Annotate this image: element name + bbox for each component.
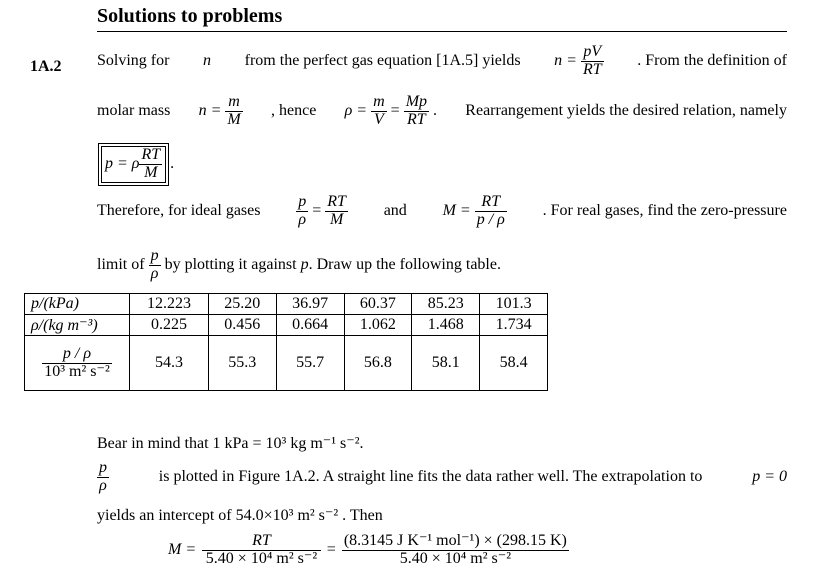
text-and: and [383, 202, 407, 220]
fraction-p-over-rho: $\frac{p}{\rho}$ [150, 247, 159, 282]
plot-sentence: $\frac{p}{\rho}$ is plotted in Figure 1A.2. A straight line fits the data rather well. The extrapolation to p = 0 [99, 459, 787, 494]
boxed-equation: p = ρ $\frac{RT}{M}$ . [101, 146, 174, 183]
table-cell: 55.3 [208, 336, 276, 391]
paragraph-line-2 [97, 94, 787, 129]
paragraph-line-3 [97, 194, 787, 229]
table-cell: 0.664 [276, 315, 344, 336]
equation-M: M = $\frac{RT}{p / \rho}$ [442, 193, 505, 228]
table-cell: 58.4 [480, 336, 548, 391]
table-cell: 1.734 [480, 315, 548, 336]
text-molar-mass: molar mass [97, 102, 171, 120]
table-cell: 56.8 [344, 336, 412, 391]
equation-n: n = $\frac{pV}{RT}$ [554, 43, 602, 78]
table-cell: 85.23 [412, 294, 480, 315]
row-label-p-over-rho: $\frac{p / \rho}{\text{10³ m² s⁻²}}$ [25, 336, 130, 391]
table-cell: 0.225 [130, 315, 209, 336]
data-table [24, 293, 548, 391]
table-row-density [25, 315, 548, 336]
table-row-p-over-rho [25, 336, 548, 391]
table-cell: 25.20 [208, 294, 276, 315]
fraction-pV-over-RT: $\frac{pV}{RT}$ [582, 43, 602, 78]
table-cell: 0.456 [208, 315, 276, 336]
unit-note: Bear in mind that 1 kPa = 10³ kg m⁻¹ s⁻². [97, 435, 364, 452]
paragraph-line-1 [97, 44, 787, 79]
text-from-definition: . From the definition of [637, 52, 787, 70]
text-rearrangement: Rearrangement yields the desired relation, namely [465, 102, 787, 120]
problem-number: 1A.2 [30, 58, 62, 75]
table-cell: 12.223 [130, 294, 209, 315]
text-therefore: Therefore, for ideal gases [97, 202, 261, 220]
page-heading: Solutions to problems [97, 5, 283, 27]
row-label-density: ρ/(kg m⁻³) [25, 315, 130, 336]
table-cell: 101.3 [480, 294, 548, 315]
var-n: n [203, 52, 212, 70]
fraction-numeric: $\frac{\text{(8.3145 J K⁻¹ mol⁻¹) × (298.15 K)}}{\text{5.40 × 10⁴ m² s⁻²}}$ [343, 532, 567, 567]
table-cell: 54.3 [130, 336, 209, 391]
table-cell: 55.7 [276, 336, 344, 391]
text-from-gas-equation: from the perfect gas equation [1A.5] yields [244, 52, 521, 70]
text-hence: , hence [271, 102, 317, 120]
row-label-pressure: p/(kPa) [25, 294, 130, 315]
intercept-sentence: yields an intercept of 54.0×10³ m² s⁻² . Then [97, 507, 383, 524]
table-cell: 1.468 [412, 315, 480, 336]
equation-p-over-rho: $\frac{p}{\rho}$ = $\frac{RT}{M}$ [298, 193, 346, 228]
table-row-pressure [25, 294, 548, 315]
table-cell: 1.062 [344, 315, 412, 336]
text-solving-for: Solving for [97, 52, 170, 70]
table-cell: 58.1 [412, 336, 480, 391]
fraction-RT-over-intercept: $\frac{RT}{\text{5.40 × 10⁴ m² s⁻²}}$ [202, 533, 321, 568]
equation-n-m-over-M: n = $\frac{m}{M}$ [198, 93, 241, 128]
paragraph-line-4: limit of $\frac{p}{\rho}$ by plotting it against p . Draw up the following table. [97, 247, 501, 282]
table-cell: 36.97 [276, 294, 344, 315]
text-real-gases: . For real gases, find the zero-pressure [542, 202, 787, 220]
final-equation: M = $\frac{RT}{\text{5.40 × 10⁴ m² s⁻²}}$ = $\frac{\text{(8.3145 J K⁻¹ mol⁻¹) × (298.15 K)}}{\text{5.40 × 10⁴ m² s⁻²}}$ [168, 532, 567, 567]
heading-rule [97, 31, 787, 32]
fraction-p-over-rho-plot: $\frac{p}{\rho}$ [99, 459, 107, 494]
equation-rho: ρ = $\frac{m}{V}$ = $\frac{Mp}{RT}$ . [344, 93, 438, 128]
table-cell: 60.37 [344, 294, 412, 315]
